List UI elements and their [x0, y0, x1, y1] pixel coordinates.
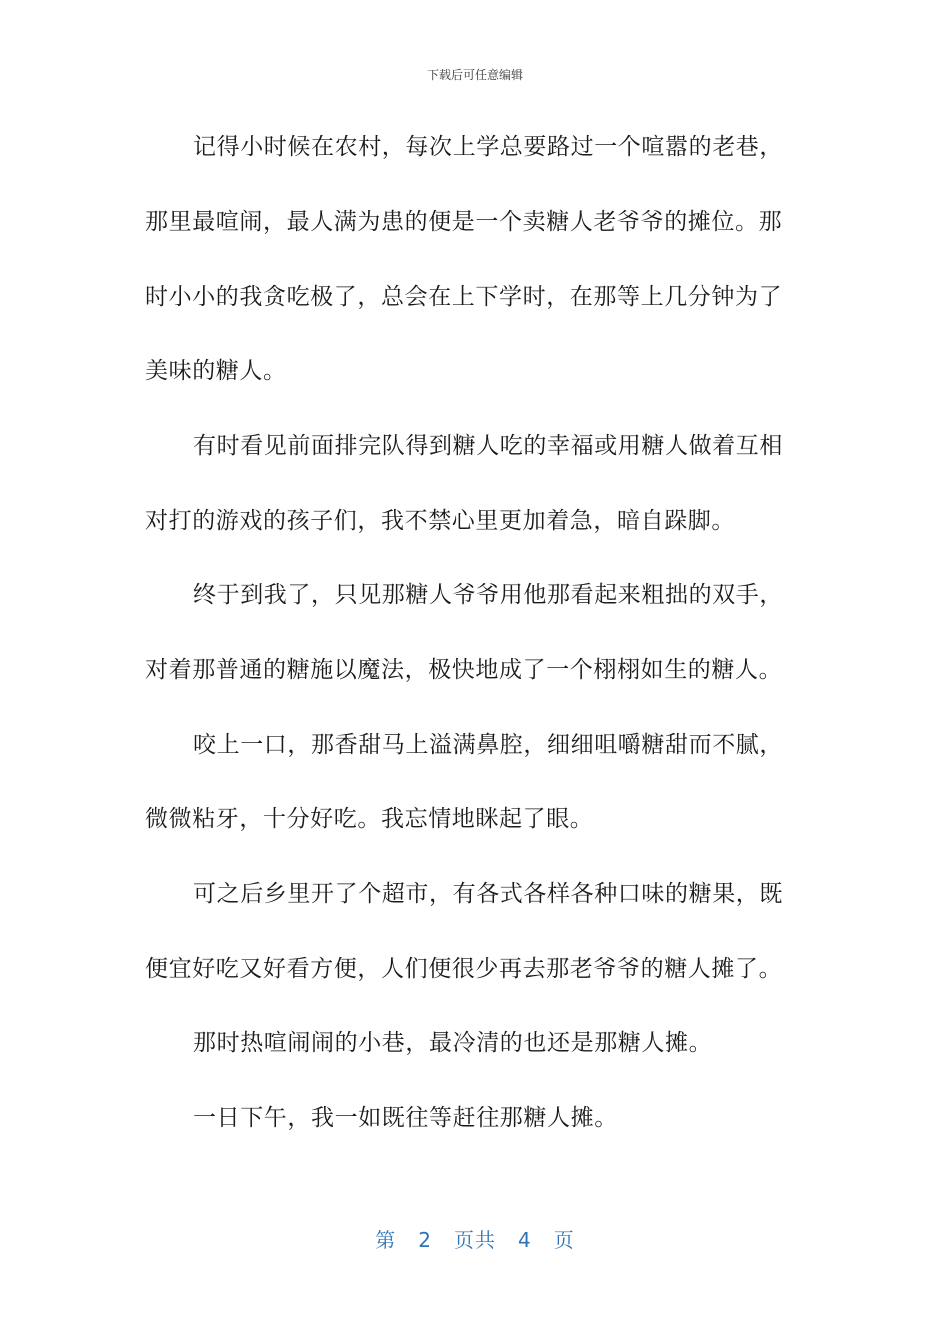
- text-line: 微微粘牙，十分好吃。我忘情地眯起了眼。: [145, 806, 594, 832]
- text-line: 美味的糖人。: [145, 358, 287, 384]
- text-line: 便宜好吃又好看方便，人们便很少再去那老爷爷的糖人摊了。: [145, 956, 783, 982]
- page-footer-prefix: 第: [375, 1228, 397, 1252]
- text-line: 那时热喧闹闹的小巷，最冷清的也还是那糖人摊。: [193, 1030, 713, 1056]
- text-line: 时小小的我贪吃极了，总会在上下学时，在那等上几分钟为了: [145, 284, 783, 310]
- text-line: 对着那普通的糖施以魔法，极快地成了一个栩栩如生的糖人。: [145, 657, 783, 683]
- page-footer-suffix: 页: [553, 1228, 575, 1252]
- text-line: 可之后乡里开了个超市，有各式各样各种口味的糖果，既: [193, 881, 783, 907]
- page-footer-middle: 页共: [454, 1228, 496, 1252]
- text-line: 一日下午，我一如既往等赶往那糖人摊。: [193, 1105, 618, 1131]
- text-line: 对打的游戏的孩子们，我不禁心里更加着急，暗自跺脚。: [145, 508, 735, 534]
- total-pages-number: 4: [518, 1228, 532, 1252]
- text-line: 咬上一口，那香甜马上溢满鼻腔，细细咀嚼糖甜而不腻，: [193, 732, 783, 758]
- text-line: 那里最喧闹，最人满为患的便是一个卖糖人老爷爷的摊位。那: [145, 209, 783, 235]
- text-line: 有时看见前面排完队得到糖人吃的幸福或用糖人做着互相: [193, 433, 783, 459]
- text-line: 记得小时候在农村，每次上学总要路过一个喧嚣的老巷，: [193, 134, 783, 160]
- text-line: 终于到我了，只见那糖人爷爷用他那看起来粗拙的双手，: [193, 582, 783, 608]
- page-footer: [0, 1224, 950, 1253]
- page-header: 下载后可任意编辑: [426, 68, 523, 82]
- current-page-number: 2: [418, 1228, 432, 1252]
